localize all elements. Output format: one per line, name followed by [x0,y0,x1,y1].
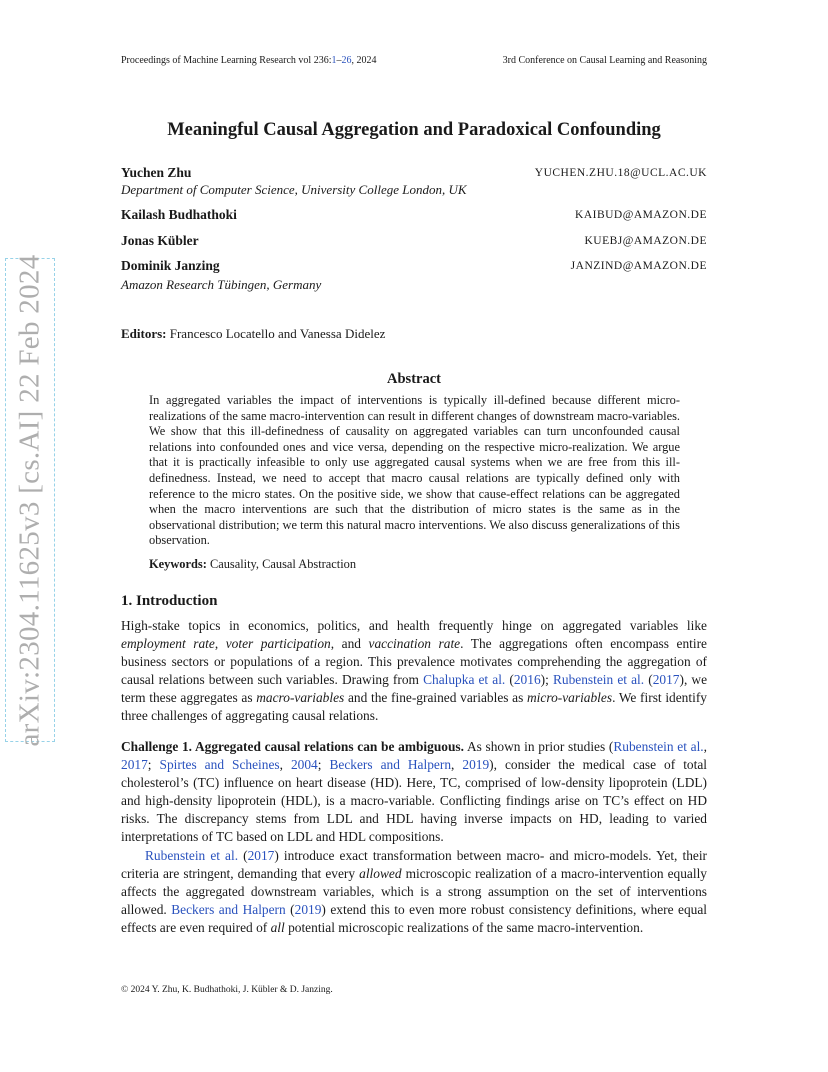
author-name: Dominik Janzing [121,258,220,273]
arxiv-id: arXiv:2304.11625v3 [cs.AI] 22 Feb 2024 [13,254,46,746]
citation-link[interactable]: Beckers and Halpern [171,901,286,917]
abstract-heading: Abstract [387,371,441,387]
citation-link[interactable]: Rubenstein et al. [145,848,239,863]
editors-line [121,326,385,342]
citation-link[interactable]: Rubenstein et al. [613,739,704,754]
author-name: Jonas Kübler [121,233,199,248]
author-affiliation: Department of Computer Science, University College London, UK [121,182,467,197]
citation-link[interactable]: Beckers and Halpern [329,756,452,772]
citation-year-link[interactable]: 2016 [513,671,541,687]
keywords-list: Causality, Causal Abstraction [209,557,357,571]
citation-year-link[interactable]: 2019 [294,901,322,917]
intro-paragraph-1: High-stake topics in economics, politics, and health frequently hinge on aggregated variables like employment rate, voter participation, and vaccination rate. The aggregations often encompass entire business sectors or populations of a region. This prevalence motivates comprehending the aggregation of causal relations between such variables. Drawing from Chalupka et al. (2016); Rubenstein et al. (2017), we term these aggregates as macro-variables and the fine-grained variables as micro-variables. We first identify three challenges of aggregating causal relations. [121,618,708,723]
citation-year-link[interactable]: 2019 [462,756,490,772]
author-email: KUEBJ@AMAZON.DE [584,235,707,247]
author-name: Yuchen Zhu [121,165,192,180]
challenge-1-heading: Challenge 1. Aggregated causal relations can be ambiguous. [121,739,464,754]
last-page-link[interactable]: 26 [341,55,352,66]
running-header-left: Proceedings of Machine Learning Research vol 236:1–26, 2024 [121,55,377,66]
author-affiliation: Amazon Research Tübingen, Germany [121,277,322,292]
citation-year-link[interactable]: 2004 [290,756,318,772]
intro-paragraph-3: Rubenstein et al. (2017) introduce exact transformation between macro- and micro-models. Yet, their criteria are stringent, demanding that every allowed microscopic realization of a macro-intervention equally affects the aggregated downstream variables, which is a strong assumption on the set of interventions allowed. Beckers and Halpern (2019) extend this to even more robust consistency definitions, where equal effects are even required of all potential microscopic realizations of the same macro-intervention. [121,848,708,935]
author-email: YUCHEN.ZHU.18@UCL.AC.UK [534,167,707,179]
challenge-1-paragraph: Challenge 1. Aggregated causal relations can be ambiguous. As shown in prior studies (Rubenstein et al., 2017; Spirtes and Scheines, 2004; Beckers and Halpern, 2019), consider the medical case of total cholesterol’s (TC) influence on heart disease (HD). Here, TC, comprised of low-density lipoprotein (LDL) and high-density lipoprotein (HDL), is a macro-variable. Conflicting findings arise on TC’s effect on HD risks. The discrepancy stems from LDL and HDL having inverse impacts on HD, leading to varied interpretations of TC based on LDL and HDL compositions. [121,739,708,844]
paper-title: Meaningful Causal Aggregation and Paradoxical Confounding [167,120,661,140]
author-email: KAIBUD@AMAZON.DE [575,209,707,221]
citation-year-link[interactable]: 2017 [652,671,680,687]
editors-label: Editors: [121,326,167,341]
editors-names: Francesco Locatello and Vanessa Didelez [169,326,386,341]
keywords-line [149,557,356,572]
arxiv-stamp [5,254,55,746]
keywords-label: Keywords: [149,557,207,571]
author-email: JANZIND@AMAZON.DE [570,260,707,272]
citation-year-link[interactable]: 2017 [247,848,275,863]
first-page-link[interactable]: 1 [331,55,337,66]
author-name: Kailash Budhathoki [121,207,237,222]
citation-link[interactable]: Chalupka et al. [423,671,506,687]
citation-link[interactable]: Spirtes and Scheines [159,756,280,772]
citation-link[interactable]: Rubenstein et al. [552,671,645,687]
abstract-body: In aggregated variables the impact of interventions is typically ill-defined because different micro-realizations of the same macro-intervention can result in different changes of downstream macro-variables. We show that this ill-definedness of causality on aggregated variables can turn unconfounded causal relations into confounded ones and vice versa, depending on the respective micro-realization. We argue that it is practically infeasible to only use aggregated causal systems when we are free from this ill-definedness. Instead, we need to accept that macro causal relations are typically defined only with reference to the micro states. On the positive side, we show that cause-effect relations can be aggregated when the macro interventions are such that the distribution of micro states is the same as in the observational distribution; we term this natural macro interventions. We also discuss generalizations of this observation. [149,393,680,548]
citation-year-link[interactable]: 2017 [121,756,148,772]
running-header-right: 3rd Conference on Causal Learning and Reasoning [502,55,707,66]
copyright-footer: © 2024 Y. Zhu, K. Budhathoki, J. Kübler & D. Janzing. [121,985,333,995]
section-heading-introduction: 1. Introduction [121,593,218,609]
